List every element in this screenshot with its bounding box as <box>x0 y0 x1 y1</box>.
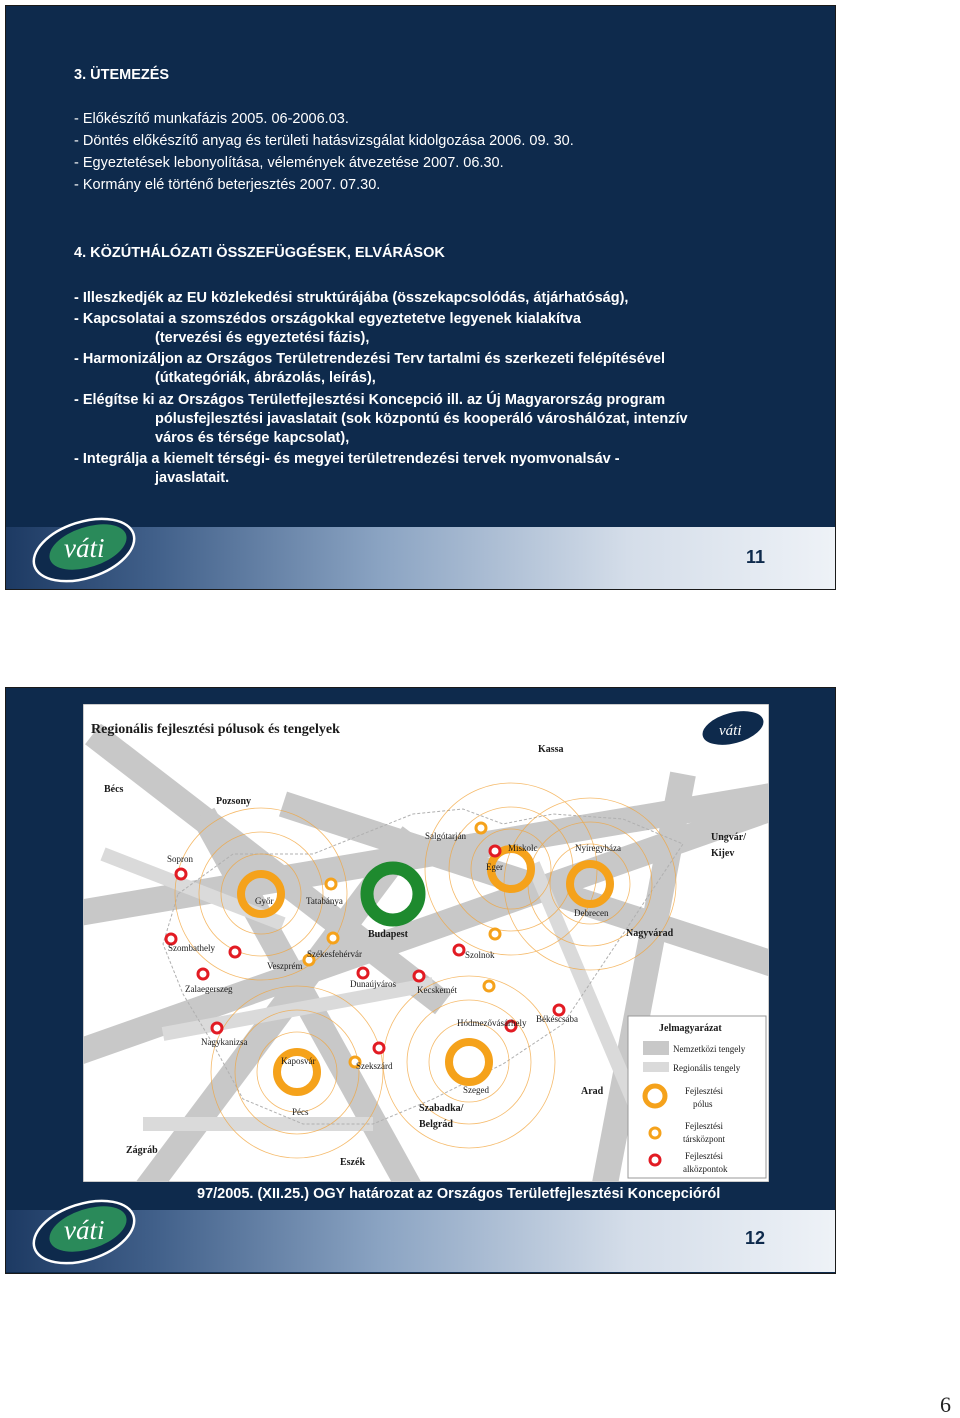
city-label: Bécs <box>104 784 124 795</box>
city-label: Belgrád <box>419 1119 453 1130</box>
city-label: Szeged <box>463 1085 489 1095</box>
city-label: Nagykanizsa <box>201 1037 248 1047</box>
legend-swatch-international <box>643 1041 669 1055</box>
bullet-line: pólusfejlesztési javaslatait (sok központú és kooperáló városhálózat, intenzív <box>155 411 688 427</box>
bullet-line: - Harmonizáljon az Országos Területrendezési Terv tartalmi és szerkezeti felépítésével <box>74 351 665 367</box>
city-label: Székesfehérvár <box>307 949 362 959</box>
city-label: Salgótarján <box>425 831 466 841</box>
city-label: Zágráb <box>126 1145 158 1156</box>
bullet-line: - Integrálja a kiemelt térségi- és megyei területrendezési tervek nyomvonalsáv - <box>74 451 620 467</box>
legend-label: pólus <box>693 1099 713 1109</box>
legend-label: társközpont <box>683 1134 725 1144</box>
city-label: Eszék <box>340 1157 365 1168</box>
legend-label: Fejlesztési <box>685 1121 723 1131</box>
map-legend <box>628 1016 766 1178</box>
city-label: Szolnok <box>465 950 495 960</box>
legend-symbol-subcenter <box>650 1155 660 1165</box>
page-number: 11 <box>745 547 765 567</box>
city-label: Győr <box>255 896 274 906</box>
city-label: Tatabánya <box>306 896 343 906</box>
legend-title: Jelmagyarázat <box>659 1023 722 1034</box>
city-label: Szekszárd <box>356 1061 393 1071</box>
legend-swatch-regional <box>643 1062 669 1072</box>
city-label: Ungvár/ <box>711 832 746 843</box>
city-label: Eger <box>486 862 503 872</box>
city-label: Veszprém <box>267 961 303 971</box>
city-label: Nyíregyháza <box>575 843 621 853</box>
schedule-item: - Döntés előkészítő anyag és területi hatásvizsgálat kidolgozása 2006. 09. 30. <box>74 133 574 149</box>
city-label: Debrecen <box>574 908 609 918</box>
section-3-title: 3. ÜTEMEZÉS <box>74 67 170 83</box>
section-4-title: 4. KÖZÚTHÁLÓZATI ÖSSZEFÜGGÉSEK, ELVÁRÁSOK <box>74 245 445 261</box>
city-label: Sopron <box>167 854 194 864</box>
schedule-item: - Előkészítő munkafázis 2005. 06-2006.03. <box>74 111 349 127</box>
page-number: 12 <box>744 1228 765 1248</box>
bullet-item <box>74 310 774 348</box>
slide-12 <box>5 687 836 1274</box>
bullet-line: város és térsége kapcsolat), <box>155 430 350 446</box>
city-label: Szabadka/ <box>419 1103 464 1114</box>
document-page-number: 6 <box>940 1392 951 1417</box>
bullet-item <box>74 289 774 308</box>
bullet-line: (útkategóriák, ábrázolás, leírás), <box>155 370 376 386</box>
map-title: Regionális fejlesztési pólusok és tengelyek <box>91 722 340 737</box>
city-label: Pécs <box>292 1107 309 1117</box>
bullet-line: javaslatait. <box>155 470 230 486</box>
city-label: Kassa <box>538 744 564 755</box>
city-label: Arad <box>581 1086 604 1097</box>
logo-text: váti <box>64 1215 105 1245</box>
city-label: Zalaegerszeg <box>185 984 233 994</box>
legend-label: Fejlesztési <box>685 1086 723 1096</box>
bullet-line: - Elégítse ki az Országos Területfejlesztési Koncepció ill. az Új Magyarország program <box>74 392 666 408</box>
legend-label: Fejlesztési <box>685 1151 723 1161</box>
regional-poles-map <box>83 704 769 1182</box>
bullet-item <box>74 450 774 488</box>
vati-logo <box>28 1193 140 1267</box>
svg-text:váti: váti <box>719 723 742 739</box>
city-label: Pozsony <box>216 796 251 807</box>
legend-label: Nemzetközi tengely <box>673 1044 746 1054</box>
city-label: Dunaújváros <box>350 979 396 989</box>
logo-text: váti <box>64 533 105 563</box>
city-label: Kijev <box>711 848 735 859</box>
city-label: Miskolc <box>508 843 538 853</box>
legend-symbol-partner <box>650 1128 660 1138</box>
bullet-item <box>74 350 774 388</box>
bullet-line: - Illeszkedjék az EU közlekedési struktúrájába (összekapcsolódás, átjárhatóság), <box>74 290 629 306</box>
city-label: Szombathely <box>168 943 215 953</box>
bullet-line: - Kapcsolatai a szomszédos országokkal egyeztetetve legyenek kialakítva <box>74 311 581 327</box>
city-label: Hódmezővásárhely <box>457 1018 527 1028</box>
legend-label: alközpontok <box>683 1164 728 1174</box>
vati-logo <box>28 511 140 585</box>
city-label: Budapest <box>368 929 409 940</box>
city-label: Nagyvárad <box>626 928 674 939</box>
schedule-item: - Egyeztetések lebonyolítása, vélemények átvezetése 2007. 06.30. <box>74 155 504 171</box>
city-label: Békéscsaba <box>536 1014 578 1024</box>
slide-11 <box>5 5 836 590</box>
city-label: Kaposvár <box>281 1056 316 1066</box>
legend-label: Regionális tengely <box>673 1063 741 1073</box>
bullet-item <box>74 391 774 448</box>
schedule-item: - Kormány elé történő beterjesztés 2007. 07.30. <box>74 177 381 193</box>
city-label: Kecskemét <box>417 985 457 995</box>
slide-caption: 97/2005. (XII.25.) OGY határozat az Országos Területfejlesztési Koncepcióról <box>197 1186 721 1202</box>
bullet-line: (tervezési és egyeztetési fázis), <box>155 330 370 346</box>
